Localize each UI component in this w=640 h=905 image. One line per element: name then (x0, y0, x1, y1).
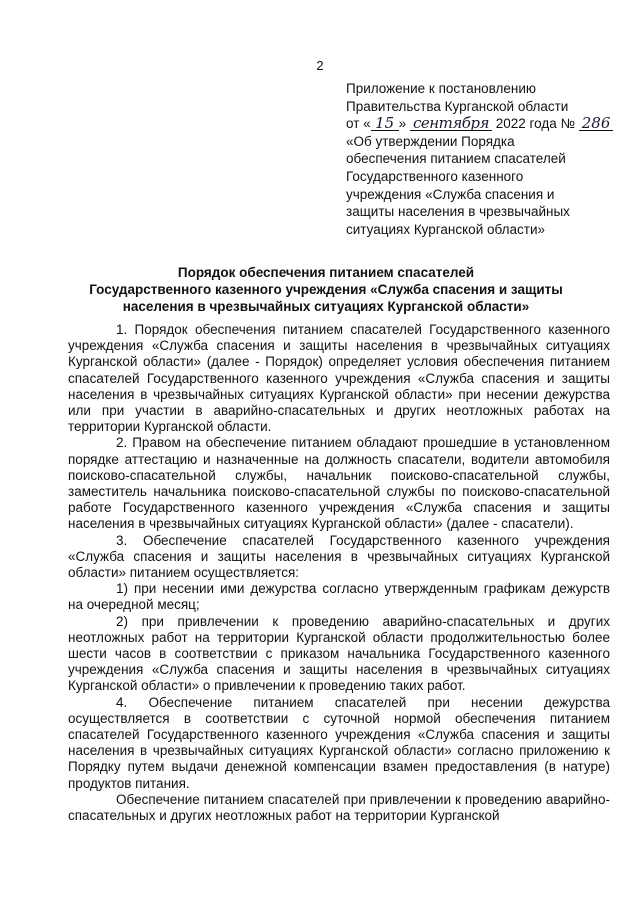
appendix-line-9: ситуациях Курганской области» (346, 221, 545, 237)
paragraph-3-item-2: 2) при привлечении к проведению аварийно-спасательных и других неотложных работ на территории Курганской области продолжительностью более шести часов в соответствии с приказом начальника Государственного казенного учреждения «Служба спасения и защиты населения в чрезвычайных ситуациях Курганской области» о привлечении к проведению таких работ. (68, 613, 610, 694)
document-title (40, 264, 612, 316)
title-line-2: Государственного казенного учреждения «Служба спасения и защиты (89, 282, 563, 298)
appendix-line-4: «Об утверждении Порядка (346, 133, 515, 149)
paragraph-3: 3. Обеспечение спасателей Государственного казенного учреждения «Служба спасения и защиты населения в чрезвычайных ситуациях Курганской области» питанием осуществляется: (68, 532, 610, 581)
date-mid: » (398, 116, 407, 132)
paragraph-1: 1. Порядок обеспечения питанием спасателей Государственного казенного учреждения «Служба спасения и защиты населения в чрезвычайных ситуациях Курганской области» (далее - Порядок) определяет условия обеспечения питанием спасателей Государственного казенного учреждения «Служба спасения и защиты населения в чрезвычайных ситуациях Курганской области» при несении дежурства или при участии в аварийно-спасательных и других неотложных работах на территории Курганской области. (68, 322, 610, 435)
page-number: 2 (316, 58, 324, 73)
paragraph-2: 2. Правом на обеспечение питанием обладают прошедшие в установленном порядке аттестацию и назначенные на должность спасатели, водители автомобиля поисково-спасательной службы, начальник поисково-спасательной службы, заместитель начальника поисково-спасательной службы по поисково-спасательной работе Государственного казенного учреждения «Служба спасения и защиты населения в чрезвычайных ситуациях Курганской области» (далее - спасатели). (68, 435, 610, 532)
handwritten-month: сентября (410, 116, 492, 131)
handwritten-day: 15 (371, 116, 399, 131)
document-body (68, 322, 610, 824)
appendix-line-7: учреждения «Служба спасения и (346, 186, 555, 202)
appendix-date-line (346, 114, 611, 133)
date-prefix: от « (346, 116, 371, 132)
appendix-line-8: защиты населения в чрезвычайных (346, 204, 570, 220)
appendix-line-5: обеспечения питанием спасателей (346, 151, 566, 167)
appendix-line-2: Правительства Курганской области (346, 98, 569, 114)
appendix-line-6: Государственного казенного (346, 168, 524, 184)
paragraph-5: Обеспечение питанием спасателей при привлечении к проведению аварийно-спасательных и других неотложных работ на территории Курганской (68, 791, 610, 824)
handwritten-document-number: 286 (579, 116, 614, 131)
paragraph-3-item-1: 1) при несении ими дежурства согласно утвержденным графикам дежурств на очередной месяц; (68, 581, 610, 613)
paragraph-4: 4. Обеспечение питанием спасателей при несении дежурства осуществляется в соответствии с суточной нормой обеспечения питанием спасателей Государственного казенного учреждения «Служба спасения и защиты населения в чрезвычайных ситуациях Курганской области» согласно приложению к Порядку путем выдачи денежной компенсации взамен предоставления (в натуре) продуктов питания. (68, 694, 610, 791)
title-line-1: Порядок обеспечения питанием спасателей (177, 265, 475, 280)
appendix-block (346, 80, 611, 238)
title-line-3: населения в чрезвычайных ситуациях Курганской области» (122, 299, 530, 315)
appendix-line-1: Приложение к постановлению (346, 81, 537, 96)
date-suffix: 2022 года № (495, 116, 575, 132)
